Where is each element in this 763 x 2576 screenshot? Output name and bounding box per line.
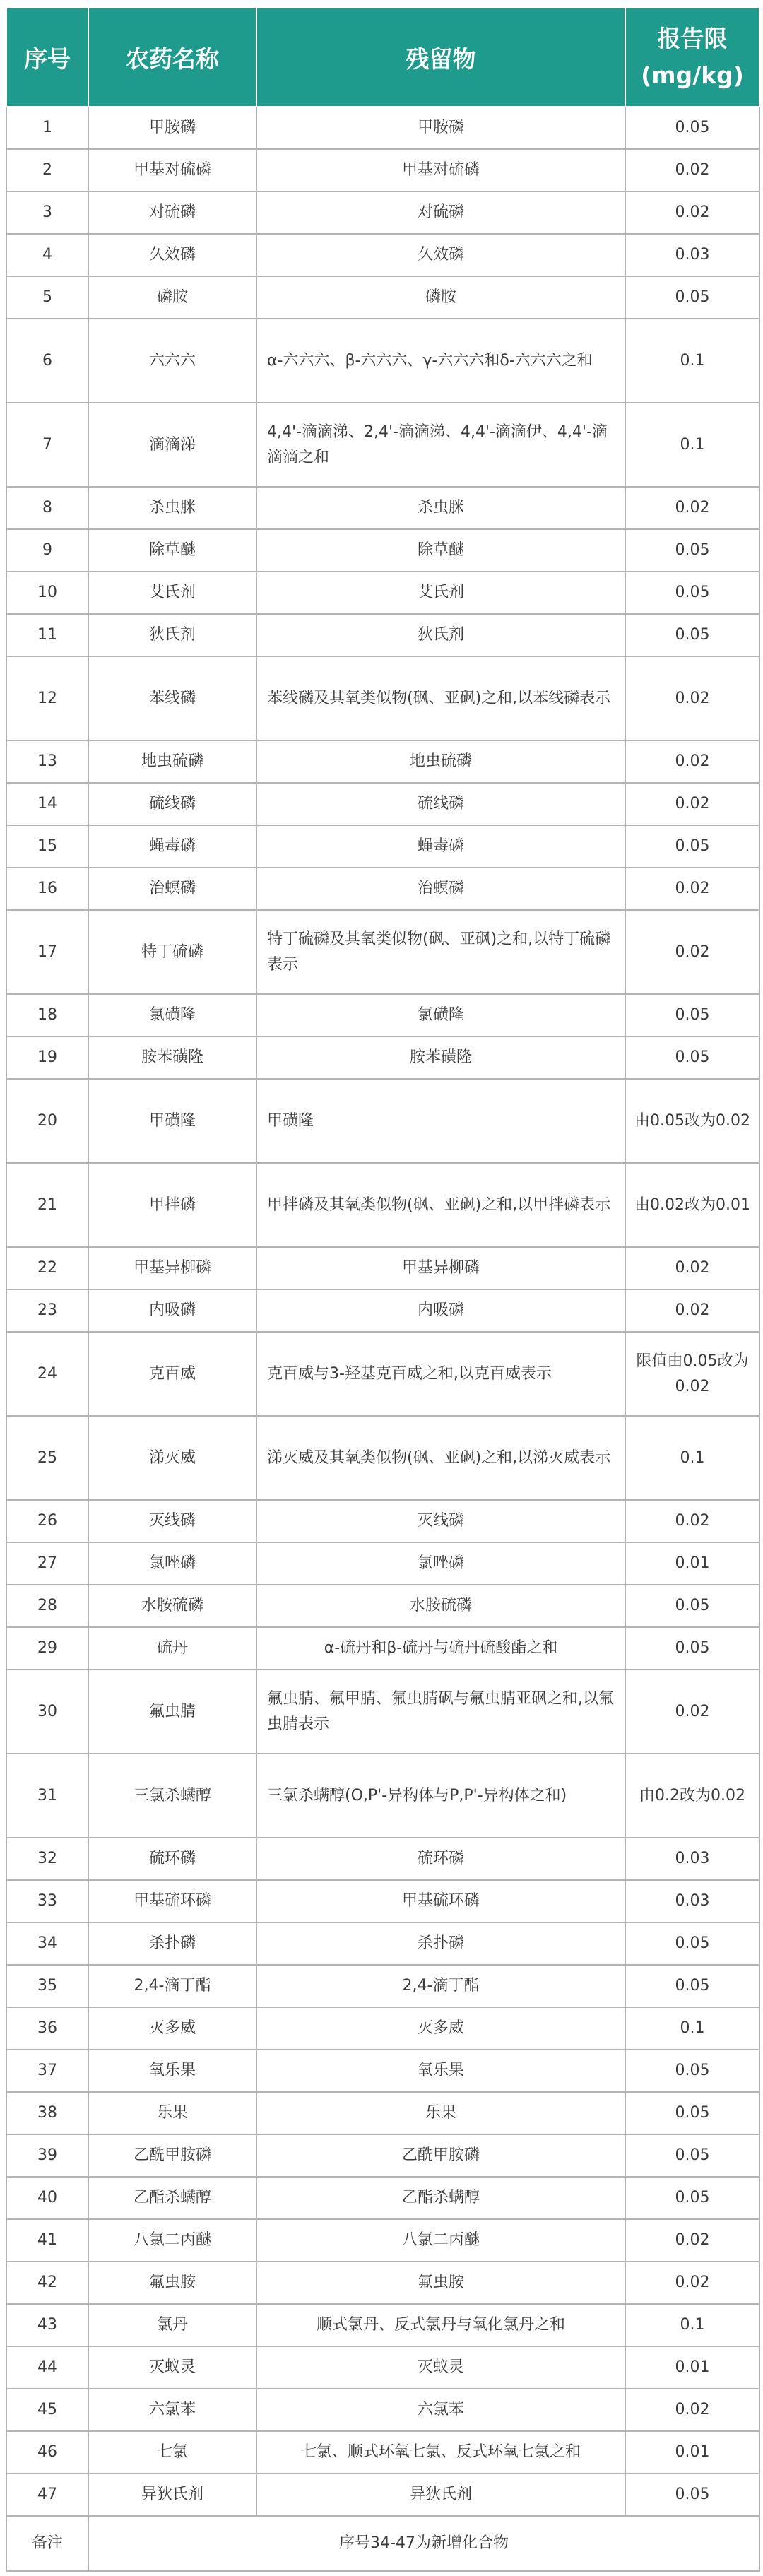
row-index-cell: 40: [6, 2177, 88, 2219]
row-index-cell: 11: [6, 614, 88, 656]
row-index-cell: 15: [6, 825, 88, 868]
pesticide-name-cell: 甲胺磷: [88, 107, 256, 149]
pesticide-name-cell: 氟虫胺: [88, 2262, 256, 2304]
residue-cell: 灭线磷: [256, 1500, 625, 1542]
pesticide-name-cell: 2,4-滴丁酯: [88, 1965, 256, 2007]
pesticide-name-cell: 八氯二丙醚: [88, 2219, 256, 2262]
reporting-limit-cell: 0.01: [625, 1542, 759, 1585]
row-index-cell: 23: [6, 1289, 88, 1332]
row-index-cell: 8: [6, 487, 88, 529]
reporting-limit-cell: 0.05: [625, 2134, 759, 2177]
residue-cell: 蝇毒磷: [256, 825, 625, 868]
row-index-cell: 34: [6, 1922, 88, 1965]
reporting-limit-cell: 0.03: [625, 1838, 759, 1880]
table-row: [6, 1500, 759, 1542]
reporting-limit-cell: 0.05: [625, 2474, 759, 2516]
pesticide-name-cell: 克百威: [88, 1332, 256, 1416]
table-row: [6, 149, 759, 191]
pesticide-name-cell: 甲基异柳磷: [88, 1247, 256, 1289]
pesticide-name-cell: 滴滴涕: [88, 403, 256, 487]
row-index-cell: 12: [6, 656, 88, 740]
row-index-cell: 19: [6, 1036, 88, 1079]
row-index-cell: 6: [6, 319, 88, 403]
row-index-cell: 37: [6, 2050, 88, 2092]
reporting-limit-cell: 0.05: [625, 825, 759, 868]
row-index-cell: 41: [6, 2219, 88, 2262]
pesticide-name-cell: 苯线磷: [88, 656, 256, 740]
row-index-cell: 18: [6, 994, 88, 1036]
residue-cell: 灭蚁灵: [256, 2346, 625, 2389]
residue-cell: 甲磺隆: [256, 1079, 625, 1163]
pesticide-name-cell: 六六六: [88, 319, 256, 403]
residue-cell: 甲基硫环磷: [256, 1880, 625, 1922]
row-index-cell: 33: [6, 1880, 88, 1922]
row-index-cell: 28: [6, 1585, 88, 1627]
row-index-cell: 30: [6, 1670, 88, 1754]
residue-cell: 氟虫腈、氟甲腈、氟虫腈砜与氟虫腈亚砜之和,以氟虫腈表示: [256, 1670, 625, 1754]
pesticide-name-cell: 久效磷: [88, 234, 256, 276]
pesticide-name-cell: 甲磺隆: [88, 1079, 256, 1163]
table-row: [6, 868, 759, 910]
residue-cell: 三氯杀螨醇(O,P'-异构体与P,P'-异构体之和): [256, 1754, 625, 1838]
table-row: [6, 1880, 759, 1922]
table-row: [6, 191, 759, 234]
header-index: 序号: [6, 8, 88, 107]
reporting-limit-cell: 0.03: [625, 1880, 759, 1922]
residue-cell: 八氯二丙醚: [256, 2219, 625, 2262]
pesticide-name-cell: 地虫硫磷: [88, 740, 256, 783]
residue-cell: 涕灭威及其氧类似物(砜、亚砜)之和,以涕灭威表示: [256, 1416, 625, 1500]
reporting-limit-cell: 0.02: [625, 191, 759, 234]
row-index-cell: 17: [6, 910, 88, 994]
table-row: [6, 572, 759, 614]
residue-cell: 苯线磷及其氧类似物(砜、亚砜)之和,以苯线磷表示: [256, 656, 625, 740]
table-row: [6, 2092, 759, 2134]
pesticide-name-cell: 胺苯磺隆: [88, 1036, 256, 1079]
table-row: [6, 656, 759, 740]
reporting-limit-cell: 0.05: [625, 2050, 759, 2092]
reporting-limit-cell: 0.01: [625, 2346, 759, 2389]
residue-cell: 乐果: [256, 2092, 625, 2134]
table-row: [6, 234, 759, 276]
pesticide-name-cell: 硫环磷: [88, 1838, 256, 1880]
reporting-limit-cell: 0.05: [625, 1036, 759, 1079]
reporting-limit-cell: 0.05: [625, 1627, 759, 1670]
pesticide-name-cell: 杀扑磷: [88, 1922, 256, 1965]
table-row: [6, 2134, 759, 2177]
residue-cell: 地虫硫磷: [256, 740, 625, 783]
residue-cell: 磷胺: [256, 276, 625, 319]
residue-cell: 异狄氏剂: [256, 2474, 625, 2516]
table-row: [6, 1542, 759, 1585]
table-row: [6, 2474, 759, 2516]
residue-cell: 内吸磷: [256, 1289, 625, 1332]
residue-cell: 水胺硫磷: [256, 1585, 625, 1627]
reporting-limit-cell: 0.05: [625, 1585, 759, 1627]
residue-cell: 久效磷: [256, 234, 625, 276]
residue-cell: 甲基对硫磷: [256, 149, 625, 191]
table-row: [6, 1838, 759, 1880]
residue-cell: 氧乐果: [256, 2050, 625, 2092]
pesticide-name-cell: 氧乐果: [88, 2050, 256, 2092]
table-row: [6, 2050, 759, 2092]
pesticide-name-cell: 内吸磷: [88, 1289, 256, 1332]
table-row: [6, 1163, 759, 1247]
row-index-cell: 46: [6, 2431, 88, 2474]
residue-cell: 杀虫脒: [256, 487, 625, 529]
residue-cell: 灭多威: [256, 2007, 625, 2050]
pesticide-name-cell: 特丁硫磷: [88, 910, 256, 994]
pesticide-name-cell: 硫线磷: [88, 783, 256, 825]
pesticide-name-cell: 七氯: [88, 2431, 256, 2474]
table-row: [6, 1922, 759, 1965]
reporting-limit-cell: 0.05: [625, 572, 759, 614]
row-index-cell: 1: [6, 107, 88, 149]
table-row: [6, 614, 759, 656]
reporting-limit-cell: 0.1: [625, 1416, 759, 1500]
row-index-cell: 22: [6, 1247, 88, 1289]
residue-cell: 特丁硫磷及其氧类似物(砜、亚砜)之和,以特丁硫磷表示: [256, 910, 625, 994]
reporting-limit-cell: 0.02: [625, 656, 759, 740]
residue-cell: 七氯、顺式环氧七氯、反式环氧七氯之和: [256, 2431, 625, 2474]
row-index-cell: 39: [6, 2134, 88, 2177]
reporting-limit-cell: 0.05: [625, 994, 759, 1036]
reporting-limit-cell: 限值由0.05改为0.02: [625, 1332, 759, 1416]
table-row: [6, 276, 759, 319]
pesticide-name-cell: 狄氏剂: [88, 614, 256, 656]
table-row: [6, 2262, 759, 2304]
reporting-limit-cell: 0.05: [625, 1965, 759, 2007]
residue-cell: 甲胺磷: [256, 107, 625, 149]
table-row: [6, 403, 759, 487]
row-index-cell: 21: [6, 1163, 88, 1247]
pesticide-name-cell: 治螟磷: [88, 868, 256, 910]
residue-cell: 甲基异柳磷: [256, 1247, 625, 1289]
table-row: [6, 2177, 759, 2219]
reporting-limit-cell: 0.02: [625, 1289, 759, 1332]
header-limit-line2: (mg/kg): [641, 61, 744, 89]
header-pesticide-name: 农药名称: [88, 8, 256, 107]
row-index-cell: 5: [6, 276, 88, 319]
reporting-limit-cell: 0.02: [625, 740, 759, 783]
row-index-cell: 35: [6, 1965, 88, 2007]
residue-cell: 氟虫胺: [256, 2262, 625, 2304]
pesticide-name-cell: 乐果: [88, 2092, 256, 2134]
row-index-cell: 24: [6, 1332, 88, 1416]
residue-cell: 杀扑磷: [256, 1922, 625, 1965]
reporting-limit-cell: 0.1: [625, 2007, 759, 2050]
table-row: [6, 783, 759, 825]
table-row: [6, 319, 759, 403]
pesticide-name-cell: 氯唑磷: [88, 1542, 256, 1585]
row-index-cell: 36: [6, 2007, 88, 2050]
pesticide-name-cell: 乙酯杀螨醇: [88, 2177, 256, 2219]
reporting-limit-cell: 0.01: [625, 2431, 759, 2474]
residue-cell: 治螟磷: [256, 868, 625, 910]
pesticide-name-cell: 灭蚁灵: [88, 2346, 256, 2389]
reporting-limit-cell: 0.05: [625, 107, 759, 149]
header-residue: 残留物: [256, 8, 625, 107]
pesticide-name-cell: 甲拌磷: [88, 1163, 256, 1247]
table-row: [6, 107, 759, 149]
table-row: [6, 2346, 759, 2389]
pesticide-name-cell: 蝇毒磷: [88, 825, 256, 868]
note-label: 备注: [6, 2516, 88, 2571]
row-index-cell: 10: [6, 572, 88, 614]
pesticide-name-cell: 氟虫腈: [88, 1670, 256, 1754]
table-row: [6, 1585, 759, 1627]
residue-cell: 硫线磷: [256, 783, 625, 825]
header-limit-line1: 报告限: [657, 25, 728, 52]
table-row: [6, 1289, 759, 1332]
residue-cell: 乙酰甲胺磷: [256, 2134, 625, 2177]
table-row: [6, 487, 759, 529]
table-row: [6, 825, 759, 868]
residue-cell: 2,4-滴丁酯: [256, 1965, 625, 2007]
row-index-cell: 13: [6, 740, 88, 783]
row-index-cell: 47: [6, 2474, 88, 2516]
pesticide-name-cell: 灭多威: [88, 2007, 256, 2050]
reporting-limit-cell: 0.1: [625, 319, 759, 403]
reporting-limit-cell: 0.02: [625, 2389, 759, 2431]
table-row: [6, 2389, 759, 2431]
row-index-cell: 9: [6, 529, 88, 572]
table-row: [6, 2007, 759, 2050]
table-row: [6, 1670, 759, 1754]
pesticide-name-cell: 对硫磷: [88, 191, 256, 234]
reporting-limit-cell: 0.05: [625, 1922, 759, 1965]
residue-cell: 除草醚: [256, 529, 625, 572]
row-index-cell: 42: [6, 2262, 88, 2304]
reporting-limit-cell: 0.02: [625, 1247, 759, 1289]
residue-cell: 克百威与3-羟基克百威之和,以克百威表示: [256, 1332, 625, 1416]
pesticide-name-cell: 涕灭威: [88, 1416, 256, 1500]
header-reporting-limit: [625, 8, 759, 107]
row-index-cell: 3: [6, 191, 88, 234]
row-index-cell: 14: [6, 783, 88, 825]
table-row: [6, 994, 759, 1036]
pesticide-name-cell: 艾氏剂: [88, 572, 256, 614]
row-index-cell: 25: [6, 1416, 88, 1500]
pesticide-name-cell: 六氯苯: [88, 2389, 256, 2431]
reporting-limit-cell: 0.05: [625, 2092, 759, 2134]
residue-cell: 对硫磷: [256, 191, 625, 234]
reporting-limit-cell: 0.02: [625, 2262, 759, 2304]
pesticide-name-cell: 除草醚: [88, 529, 256, 572]
reporting-limit-cell: 0.03: [625, 234, 759, 276]
reporting-limit-cell: 0.02: [625, 487, 759, 529]
residue-cell: 艾氏剂: [256, 572, 625, 614]
reporting-limit-cell: 由0.02改为0.01: [625, 1163, 759, 1247]
pesticide-table: [6, 7, 760, 2572]
header-row: [6, 8, 759, 107]
table-row: [6, 1627, 759, 1670]
table-row: [6, 2431, 759, 2474]
row-index-cell: 31: [6, 1754, 88, 1838]
table-row: [6, 529, 759, 572]
table-row: [6, 1416, 759, 1500]
row-index-cell: 45: [6, 2389, 88, 2431]
row-index-cell: 32: [6, 1838, 88, 1880]
row-index-cell: 27: [6, 1542, 88, 1585]
pesticide-name-cell: 磷胺: [88, 276, 256, 319]
pesticide-name-cell: 氯磺隆: [88, 994, 256, 1036]
reporting-limit-cell: 0.02: [625, 1500, 759, 1542]
table-row: [6, 1332, 759, 1416]
table-row: [6, 740, 759, 783]
note-text: 序号34-47为新增化合物: [88, 2516, 759, 2571]
row-index-cell: 4: [6, 234, 88, 276]
pesticide-name-cell: 杀虫脒: [88, 487, 256, 529]
table-row: [6, 1079, 759, 1163]
table-row: [6, 1754, 759, 1838]
reporting-limit-cell: 0.05: [625, 614, 759, 656]
reporting-limit-cell: 0.1: [625, 2304, 759, 2346]
residue-cell: 硫环磷: [256, 1838, 625, 1880]
reporting-limit-cell: 0.02: [625, 149, 759, 191]
pesticide-name-cell: 水胺硫磷: [88, 1585, 256, 1627]
pesticide-name-cell: 甲基对硫磷: [88, 149, 256, 191]
reporting-limit-cell: 由0.2改为0.02: [625, 1754, 759, 1838]
row-index-cell: 2: [6, 149, 88, 191]
table-row: [6, 1965, 759, 2007]
pesticide-name-cell: 硫丹: [88, 1627, 256, 1670]
residue-cell: 4,4'-滴滴涕、2,4'-滴滴涕、4,4'-滴滴伊、4,4'-滴滴滴之和: [256, 403, 625, 487]
residue-cell: 乙酯杀螨醇: [256, 2177, 625, 2219]
pesticide-name-cell: 灭线磷: [88, 1500, 256, 1542]
table-row: [6, 910, 759, 994]
reporting-limit-cell: 0.05: [625, 2177, 759, 2219]
row-index-cell: 38: [6, 2092, 88, 2134]
row-index-cell: 26: [6, 1500, 88, 1542]
residue-cell: 氯磺隆: [256, 994, 625, 1036]
pesticide-name-cell: 乙酰甲胺磷: [88, 2134, 256, 2177]
residue-cell: 狄氏剂: [256, 614, 625, 656]
table-row: [6, 1247, 759, 1289]
pesticide-name-cell: 异狄氏剂: [88, 2474, 256, 2516]
reporting-limit-cell: 0.02: [625, 783, 759, 825]
pesticide-name-cell: 三氯杀螨醇: [88, 1754, 256, 1838]
table-body: [6, 107, 759, 2571]
table-row: [6, 2219, 759, 2262]
note-row: [6, 2516, 759, 2571]
row-index-cell: 43: [6, 2304, 88, 2346]
reporting-limit-cell: 由0.05改为0.02: [625, 1079, 759, 1163]
pesticide-name-cell: 氯丹: [88, 2304, 256, 2346]
row-index-cell: 16: [6, 868, 88, 910]
reporting-limit-cell: 0.02: [625, 910, 759, 994]
reporting-limit-cell: 0.02: [625, 1670, 759, 1754]
residue-cell: α-六六六、β-六六六、γ-六六六和δ-六六六之和: [256, 319, 625, 403]
residue-cell: 甲拌磷及其氧类似物(砜、亚砜)之和,以甲拌磷表示: [256, 1163, 625, 1247]
residue-cell: 顺式氯丹、反式氯丹与氧化氯丹之和: [256, 2304, 625, 2346]
pesticide-name-cell: 甲基硫环磷: [88, 1880, 256, 1922]
row-index-cell: 29: [6, 1627, 88, 1670]
reporting-limit-cell: 0.1: [625, 403, 759, 487]
row-index-cell: 44: [6, 2346, 88, 2389]
reporting-limit-cell: 0.05: [625, 276, 759, 319]
residue-cell: α-硫丹和β-硫丹与硫丹硫酸酯之和: [256, 1627, 625, 1670]
table-row: [6, 2304, 759, 2346]
residue-cell: 六氯苯: [256, 2389, 625, 2431]
table-row: [6, 1036, 759, 1079]
reporting-limit-cell: 0.02: [625, 2219, 759, 2262]
reporting-limit-cell: 0.02: [625, 868, 759, 910]
row-index-cell: 20: [6, 1079, 88, 1163]
residue-cell: 胺苯磺隆: [256, 1036, 625, 1079]
reporting-limit-cell: 0.05: [625, 529, 759, 572]
row-index-cell: 7: [6, 403, 88, 487]
residue-cell: 氯唑磷: [256, 1542, 625, 1585]
